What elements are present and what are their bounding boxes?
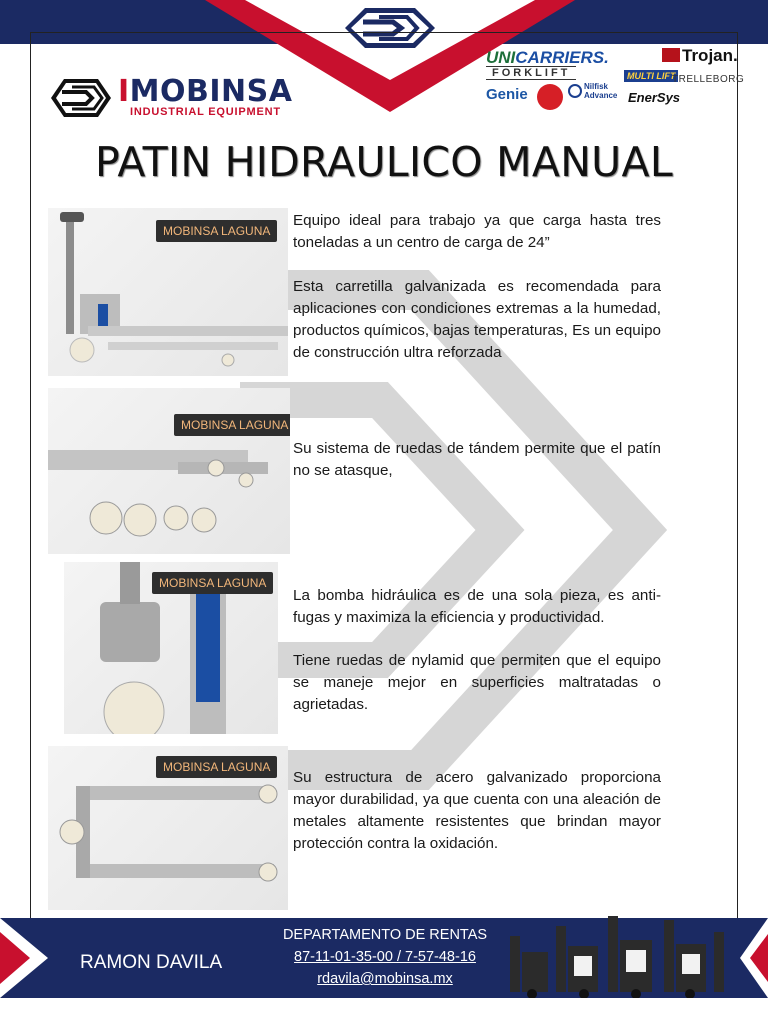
genie-logo: Genie	[486, 86, 528, 103]
tandem-wheels-photo	[48, 388, 290, 554]
multilift-logo: MULTI LIFT	[624, 70, 678, 82]
description-paragraph-5: Tiene ruedas de nylamid que permiten que el equipo se maneje mejor en superficies maltratadas o agrietadas.	[293, 652, 661, 713]
hydraulic-pump-photo	[64, 562, 278, 734]
contact-name: RAMON DAVILA	[80, 952, 223, 973]
partner-logos	[484, 46, 745, 120]
brand-tagline: INDUSTRIAL EQUIPMENT	[130, 106, 281, 118]
photo-badge: MOBINSA LAGUNA	[174, 414, 290, 436]
mobinsa-brand	[50, 72, 340, 122]
photo-badge: MOBINSA LAGUNA	[156, 220, 277, 242]
footer-margin	[0, 998, 768, 1024]
photo-badge: MOBINSA LAGUNA	[156, 756, 277, 778]
mobinsa-logo-icon	[50, 78, 112, 118]
footer-left-chevron	[0, 918, 50, 998]
brand-name: IMOBINSA	[118, 74, 293, 109]
page-title: PATIN HIDRAULICO MANUAL	[95, 138, 673, 186]
forklift-fleet-image	[504, 906, 740, 1000]
description-paragraph-1: Equipo ideal para trabajo ya que carga hasta tres toneladas a un centro de carga de 24”	[293, 212, 661, 251]
department-label: DEPARTAMENTO DE RENTAS	[282, 927, 488, 943]
phone-link[interactable]: 87-11-01-35-00 / 7-57-48-16	[294, 949, 476, 965]
unicarriers-logo: UNICARRIERS.	[486, 48, 609, 67]
description-paragraph-3: Su sistema de ruedas de tándem permite que el patín no se atasque,	[293, 440, 661, 479]
enersys-logo: EnerSys	[628, 90, 681, 105]
email-link[interactable]: rdavila@mobinsa.mx	[317, 971, 453, 987]
tandem-wheels-icon	[48, 388, 290, 554]
description-paragraph-4: La bomba hidráulica es de una sola pieza, es anti-fugas y maximiza la eficiencia y productividad.	[293, 587, 661, 626]
contact-block	[270, 924, 500, 990]
pallet-jack-photo-side	[48, 208, 288, 376]
forks-top-view-photo	[48, 746, 288, 910]
trojan-logo: Trojan.	[682, 46, 738, 65]
photo-badge: MOBINSA LAGUNA	[152, 572, 273, 594]
red-ball-logo-icon	[537, 84, 563, 110]
forklift-logo: FORKLIFT	[486, 66, 576, 80]
footer-right-chevron	[740, 918, 768, 998]
nilfisk-advance-logo: Nilfisk Advance	[584, 82, 618, 100]
trelleborg-logo: TRELLEBORG	[672, 74, 745, 85]
footer-band	[0, 918, 768, 998]
description-paragraph-6: Su estructura de acero galvanizado proporciona mayor durabilidad, ya que cuenta con una aleación de metales altamente resistentes que brindan mayor protección contra la oxidación.	[293, 769, 661, 852]
trojan-badge-icon	[662, 48, 680, 62]
nilfisk-ring-icon	[568, 84, 582, 98]
description-paragraph-2: Esta carretilla galvanizada es recomendada para aplicaciones con condiciones extremas a la humedad, productos químicos, bajas temperaturas, Es un equipo de construcción ultra reforzada	[293, 278, 661, 361]
